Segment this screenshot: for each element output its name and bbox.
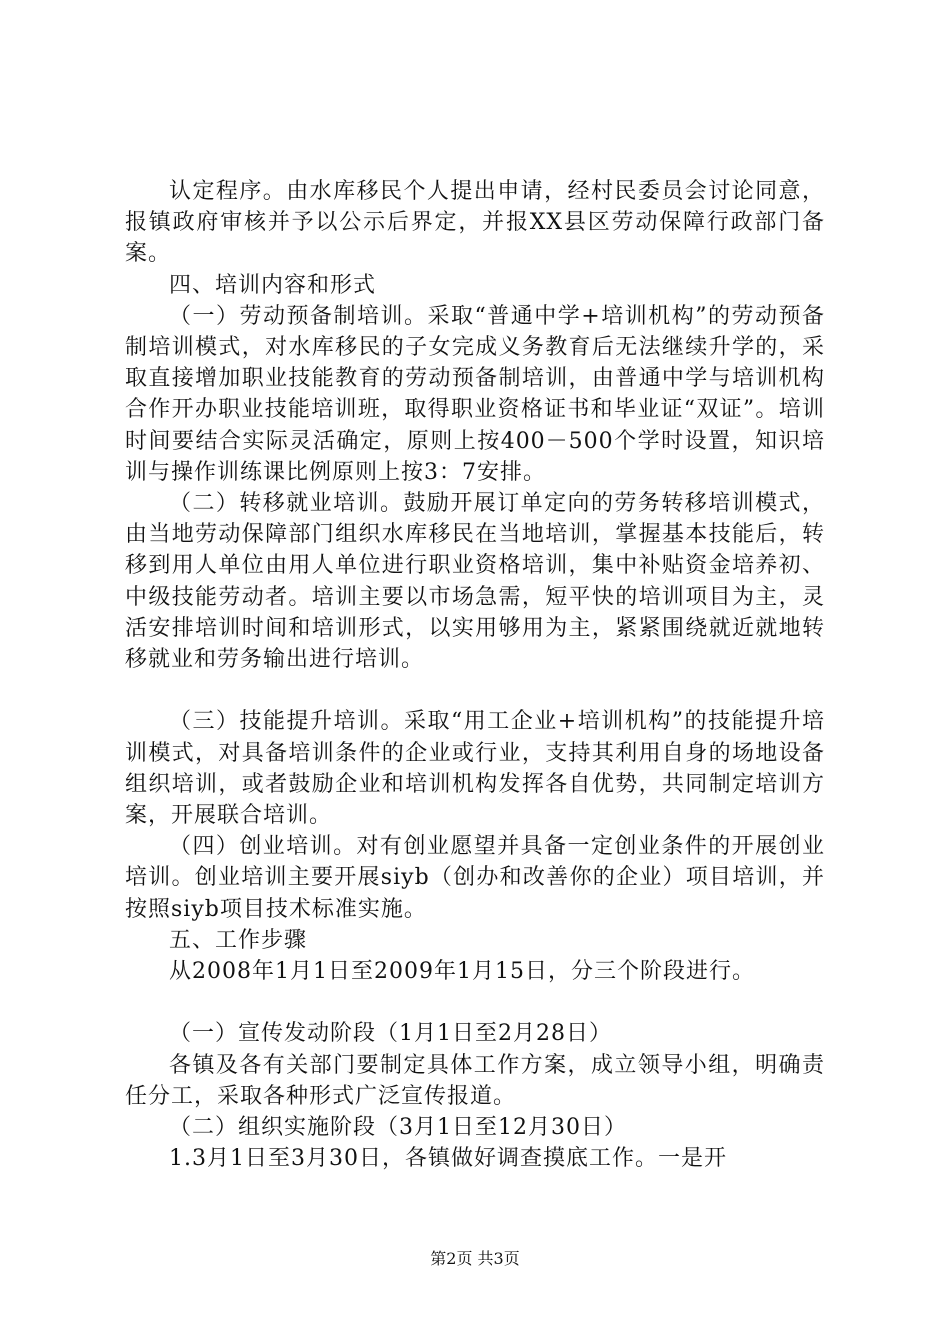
paragraph-certification-procedure: 认定程序。由水库移民个人提出申请，经村民委员会讨论同意，报镇政府审核并予以公示后界定，并报XX县区劳动保障行政部门备案。 bbox=[125, 179, 825, 267]
section-heading-publicity-phase: （一）宣传发动阶段（1月1日至2月28日） bbox=[169, 1021, 612, 1047]
section-heading-work-steps: 五、工作步骤 bbox=[169, 927, 308, 953]
section-heading-training-content: 四、培训内容和形式 bbox=[169, 272, 377, 298]
paragraph-entrepreneurship-training: （四）创业培训。对有创业愿望并具备一定创业条件的开展创业培训。创业培训主要开展siyb（创办和改善你的企业）项目培训，并按照siyb项目技术标准实施。 bbox=[125, 834, 825, 922]
paragraph-transfer-employment-training: （二）转移就业培训。鼓励开展订单定向的劳务转移培训模式，由当地劳动保障部门组织水库移民在当地培训，掌握基本技能后，转移到用人单位由用人单位进行职业资格培训，集中补贴资金培养初、中级技能劳动者。培训主要以市场急需，短平快的培训项目为主，灵活安排培训时间和培训形式，以实用够用为主，紧紧围绕就近就地转移就业和劳务输出进行培训。 bbox=[125, 491, 825, 673]
paragraph-skill-upgrade-training: （三）技能提升培训。采取“用工企业+培训机构”的技能提升培训模式，对具备培训条件的企业或行业，支持其利用自身的场地设备组织培训，或者鼓励企业和培训机构发挥各自优势，共同制定培训方案，开展联合培训。 bbox=[125, 709, 825, 829]
paragraph-publicity-phase-detail: 各镇及各有关部门要制定具体工作方案，成立领导小组，明确责任分工，采取各种形式广泛宣传报道。 bbox=[125, 1052, 825, 1109]
paragraph-schedule-overview: 从2008年1月1日至2009年1月15日，分三个阶段进行。 bbox=[169, 959, 755, 985]
document-body bbox=[125, 176, 825, 1174]
page-number-footer: 第2页 共3页 bbox=[430, 1249, 520, 1268]
paragraph-implementation-step-1: 1.3月1日至3月30日，各镇做好调查摸底工作。一是开 bbox=[169, 1146, 727, 1172]
section-heading-implementation-phase: （二）组织实施阶段（3月1日至12月30日） bbox=[169, 1115, 627, 1141]
paragraph-labor-preparation-training: （一）劳动预备制培训。采取“普通中学+培训机构”的劳动预备制培训模式，对水库移民的子女完成义务教育后无法继续升学的，采取直接增加职业技能教育的劳动预备制培训，由普通中学与培训机构合作开办职业技能培训班，取得职业资格证书和毕业证“双证”。培训时间要结合实际灵活确定，原则上按400－500个学时设置，知识培训与操作训练课比例原则上按3：7安排。 bbox=[125, 303, 825, 485]
